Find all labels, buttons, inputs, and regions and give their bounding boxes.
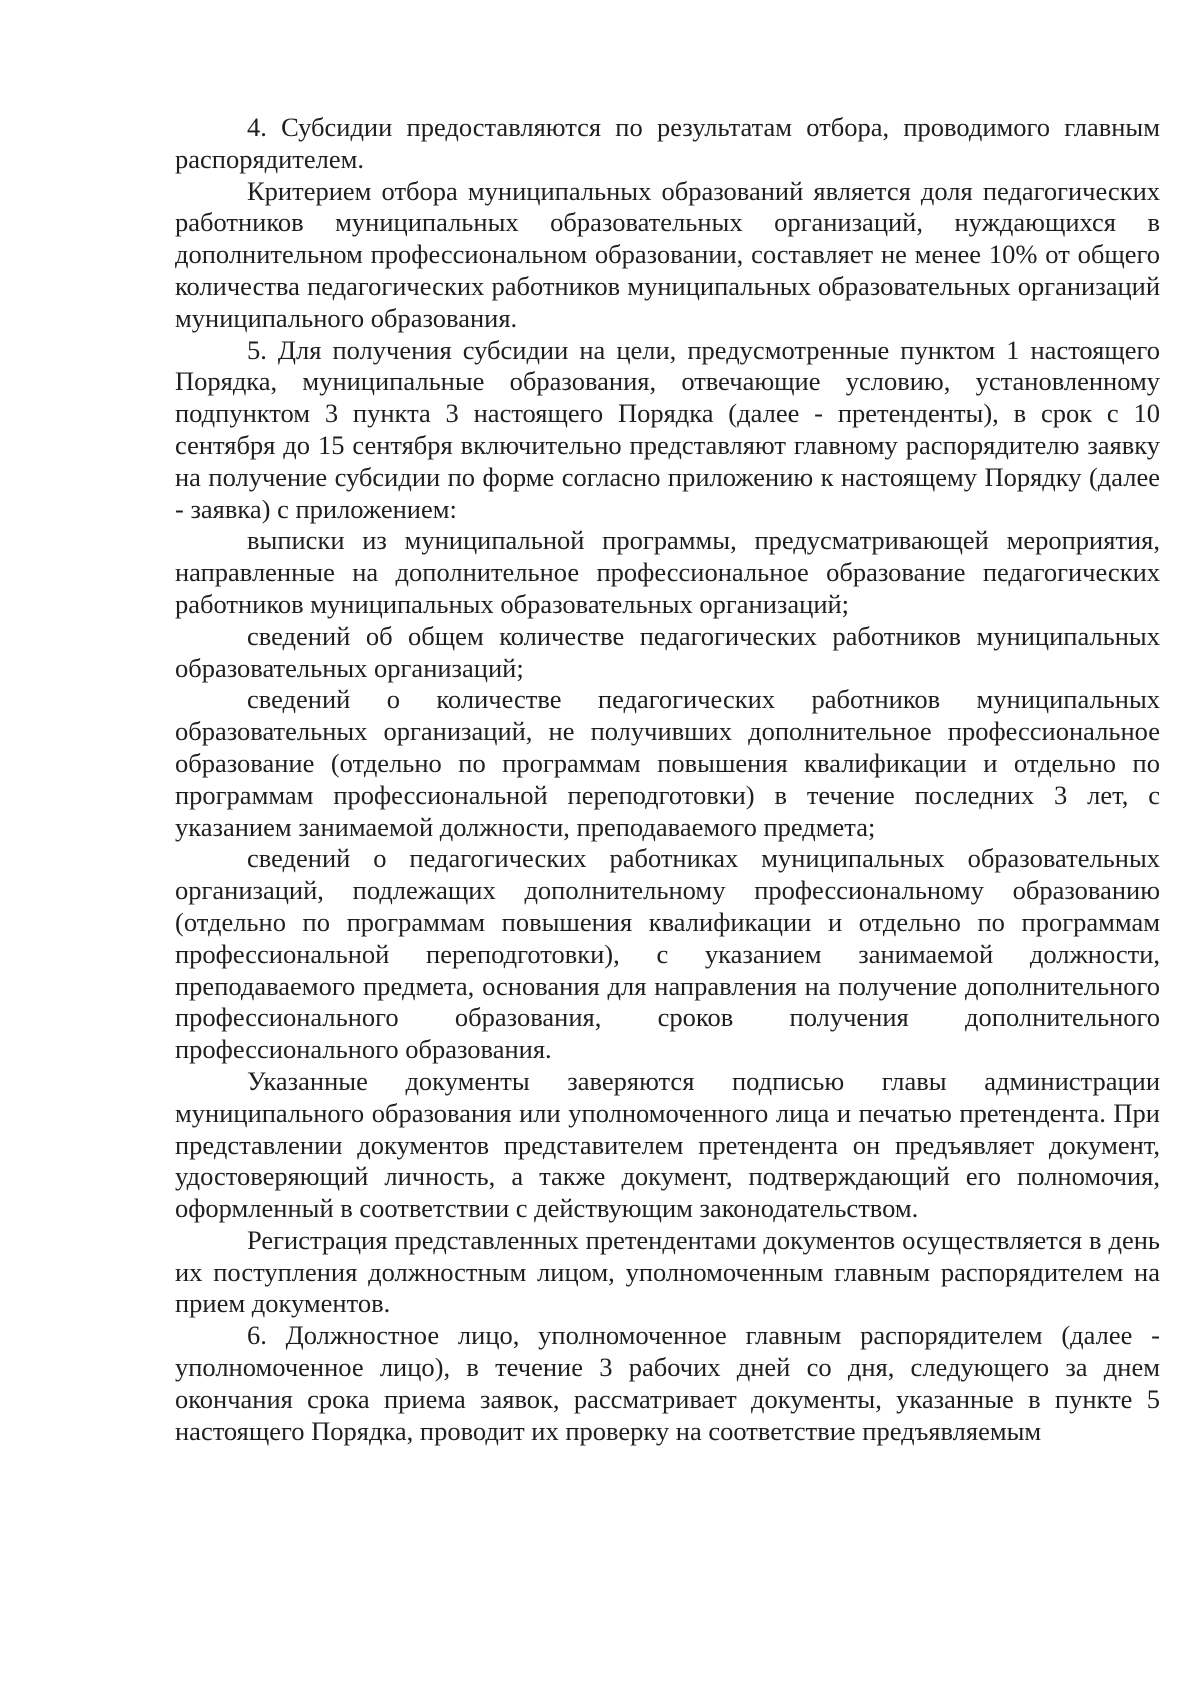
paragraph-total-staff-info: сведений об общем количестве педагогических работников муниципальных образовательных организаций; xyxy=(175,620,1160,683)
paragraph-5-application: 5. Для получения субсидии на цели, предусмотренные пунктом 1 настоящего Порядка, муниципальные образования, отвечающие условию, установленному подпунктом 3 пункта 3 настоящего Порядка (далее - претенденты), в срок с 10 сентября до 15 сентября включительно представляют главному распорядителю заявку на получение субсидии по форме согласно приложению к настоящему Порядку (далее - заявка) с приложением: xyxy=(175,334,1160,524)
paragraph-selection-criterion: Критерием отбора муниципальных образований является доля педагогических работников муниципальных образовательных организаций, нуждающихся в дополнительном профессиональном образовании, составляет не менее 10% от общего количества педагогических работников муниципальных образовательных организаций муниципального образования. xyxy=(175,175,1160,333)
paragraph-4-subsidy-selection: 4. Субсидии предоставляются по результатам отбора, проводимого главным распорядителем. xyxy=(175,112,1160,174)
document-body xyxy=(175,112,1160,1447)
paragraph-6-review: 6. Должностное лицо, уполномоченное главным распорядителем (далее - уполномоченное лицо), в течение 3 рабочих дней со дня, следующего за днем окончания срока приема заявок, рассматривает документы, указанные в пункте 5 настоящего Порядка, проводит их проверку на соответствие предъявляемым xyxy=(175,1320,1160,1446)
paragraph-untrained-staff-info: сведений о количестве педагогических работников муниципальных образовательных организаций, не получивших дополнительное профессиональное образование (отдельно по программам повышения квалификации и отдельно по программам профессиональной переподготовки) в течение последних 3 лет, с указанием занимаемой должности, преподаваемого предмета; xyxy=(175,684,1160,842)
paragraph-document-certification: Указанные документы заверяются подписью главы администрации муниципального образования или уполномоченного лица и печатью претендента. При представлении документов представителем претендента он предъявляет документ, удостоверяющий личность, а также документ, подтверждающий его полномочия, оформленный в соответствии с действующим законодательством. xyxy=(175,1065,1160,1224)
paragraph-program-extract: выписки из муниципальной программы, предусматривающей мероприятия, направленные на дополнительное профессиональное образование педагогических работников муниципальных образовательных организаций; xyxy=(175,525,1160,619)
paragraph-document-registration: Регистрация представленных претендентами документов осуществляется в день их поступления должностным лицом, уполномоченным главным распорядителем на прием документов. xyxy=(175,1224,1160,1319)
paragraph-staff-to-train-info: сведений о педагогических работниках муниципальных образовательных организаций, подлежащих дополнительному профессиональному образованию (отдельно по программам повышения квалификации и отдельно по программам профессиональной переподготовки), с указанием занимаемой должности, преподаваемого предмета, основания для направления на получение дополнительного профессионального образования, сроков получения дополнительного профессионального образования. xyxy=(175,843,1160,1065)
